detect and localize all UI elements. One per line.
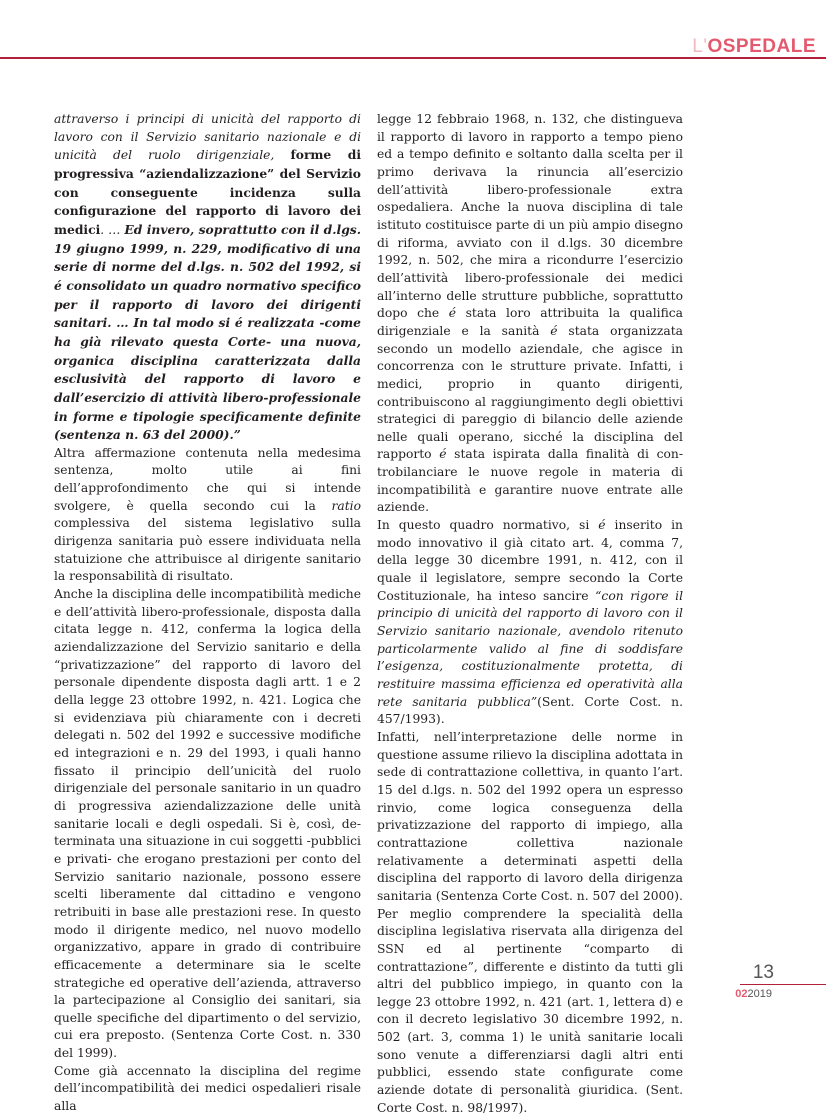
right-column xyxy=(377,111,683,1117)
text-run: . … xyxy=(100,222,125,237)
text-run: (Sent. Corte Cost. n. 457/1993). xyxy=(377,694,683,727)
text-run: é xyxy=(439,447,447,462)
text-run: ratio xyxy=(331,498,361,513)
text-run: é xyxy=(598,518,606,533)
issue-number: 02 xyxy=(735,988,748,1000)
logo-text: OSPEDALE xyxy=(707,36,816,57)
paragraph xyxy=(54,445,361,586)
text-run: é xyxy=(550,323,558,338)
issue-label xyxy=(735,988,772,1001)
paragraph xyxy=(377,517,683,729)
text-run: Altra affermazione contenuta nella medesima sentenza, molto utile ai fini dell’approfondimento che qui si intende svolgere, è quella secondo cui la xyxy=(54,445,361,513)
text-run: legge 12 febbraio 1968, n. 132, che distingueva il rapporto di lavoro in rapporto a tempo pieno ed a tempo definito e soltanto dalla scelta per il primo derivava la rinuncia all’esercizio dell’attività libero-professionale extra ospedaliera. Anche la nuova disciplina di tale istituto costituisce parte di un più ampio disegno di riforma, avviato con il d.lgs. 30 dicembre 1992, n. 502, che mira a ricondurre l’esercizio dell’attività libero-professionale dei medici all’interno delle strutture pubbliche, soprattutto dopo che xyxy=(377,112,683,321)
text-run: Ed invero, soprattutto con il d.lgs. 19 giugno 1999, n. 229, modificativo di una serie di norme del d.lgs. n. 502 del 1992, si é consolidato un quadro normativo specifico per il rapporto di lavoro dei dirigenti sanitari. … In tal modo si é realizzata -come ha già rilevato questa Corte- una nuova, organica disciplina caratterizzata dalla esclusività del rapporto di lavoro e dall’esercizio di attività libero-professionale in forme e tipologie specificamente definite (sentenza n. 63 del 2000).” xyxy=(54,221,361,443)
text-run: forme di progressiva “aziendalizzazione” del Servizio con conseguente incidenza sulla configurazione del rapporto di lavoro dei medici xyxy=(54,147,362,237)
text-run: stata organizzata secondo un modello aziendale, che agisce in concorrenza con le strutture private. Infatti, i medici, proprio in quanto dirigenti, contribuiscono al raggiungimento degli obiettivi strategici di pareggio di bilancio delle aziende nelle quali operano, sicché la disciplina del rapporto xyxy=(377,323,683,462)
paragraph xyxy=(54,111,361,445)
page-number: 13 xyxy=(752,962,774,983)
text-run: é xyxy=(448,306,457,321)
text-run: In questo quadro normativo, si xyxy=(377,518,599,533)
paragraph: Per meglio comprendere la specialità della disciplina legislativa riservata alla dirigenza del SSN ed al pertinente “comparto di contrattazione”, differente e distinto da tutti gli altri del pubblico impiego, in quanto con la legge 23 ottobre 1992, n. 421 (art. 1, lettera d) e con il decreto legislativo 30 dicembre 1992, n. 502 (art. 3, comma 1) le unità sanitarie locali sono venute a differenziarsi dagli altri enti pubblici, essendo state configurate come aziende dotate di personalità giuridica. (Sent. Corte Cost. n. 98/1997). xyxy=(377,906,683,1115)
left-column xyxy=(54,111,361,1116)
footer-rule xyxy=(740,984,826,985)
issue-year: 2019 xyxy=(747,988,772,1000)
logo-prefix: L' xyxy=(692,36,708,57)
paragraph xyxy=(377,111,683,517)
paragraph: Anche la disciplina delle incompatibilità mediche e dell’attività libero-professionale, disposta dalla citata legge n. 412, conferma la logica della aziendalizzazione del Servizio sanitario e della “privatizzazione” del rapporto di lavoro del personale dipendente disposta dagli artt. 1 e 2 della legge 23 ottobre 1992, n. 421. Logica che si evidenziava più chiaramente con i decreti delegati n. 502 del 1992 e successive modifiche ed integrazioni e n. 29 del 1993, i quali hanno fissato il principio dell’unicità del ruolo dirigenziale del personale sanitario in un quadro di progressiva aziendalizzazione delle unità sanitarie locali e degli ospedali. Si è, così, determinata una situazione in cui soggetti -pubblici e privati- che erogano prestazioni per conto del Servizio sanitario nazionale, possono essere scelti liberamente dal cittadino e vengono retribuiti in base alle prestazioni rese. In questo modo il dirigente medico, nel nuovo modello organizzativo, appare in grado di contribuire efficacemente a determinare sia le scelte strategiche ed operative dell’azienda, attraverso la partecipazione al Consiglio dei sanitari, sia quelle specifiche del dipartimento o del servizio, cui era preposto. (Sentenza Corte Cost. n. 330 del 1999). xyxy=(54,587,361,1061)
text-run: attraverso i principi di unicità del rapporto di lavoro con il Servizio sanitario nazionale e di unicità del ruolo dirigenziale, xyxy=(54,112,361,163)
paragraph: Infatti, nell’interpretazione delle norme in questione assume rilievo la disciplina adottata in sede di contrattazione collettiva, in quanto l’art. 15 del d.lgs. n. 502 del 1992 opera un espresso rinvio, come logica conseguenza della privatizzazione del rapporto di impiego, alla contrattazione collettiva nazionale relativamente a determinati aspetti della disciplina del rapporto di lavoro della dirigenza sanitaria (Sentenza Corte Cost. n. 507 del 2000). xyxy=(377,729,683,903)
text-run: stata ispirata dalla finalità di controbilanciare le nuove regole in materia di incompatibilità e garantire nuove entrate alle aziende. xyxy=(377,447,683,515)
text-run: “con rigore il principio di unicità del rapporto di lavoro con il Servizio sanitario nazionale, avendolo ritenuto particolarmente valido al fine di soddisfare l’esigenza, costituzionalmente protetta, di restituire massima efficienza ed operatività alla rete sanitaria pubblica” xyxy=(377,588,683,709)
text-run: stata loro attribuita la qualifica dirigenziale e la sanità xyxy=(377,306,684,338)
text-run: inserito in modo innovativo il già citato art. 4, comma 7, della legge 30 dicembre 1991, n. 412, con il quale il legislatore, sempre secondo la Corte Costituzionale, ha inteso sancire xyxy=(377,518,683,603)
text-run: complessiva del sistema legislativo sulla dirigenza sanitaria può essere individuata nella statuizione che attribuisce al dirigente sanitario la responsabilità di risultato. xyxy=(54,516,361,584)
journal-logo xyxy=(692,36,816,58)
paragraph: Come già accennato la disciplina del regime dell’incompatibilità dei medici ospedalieri risale alla xyxy=(54,1063,361,1114)
